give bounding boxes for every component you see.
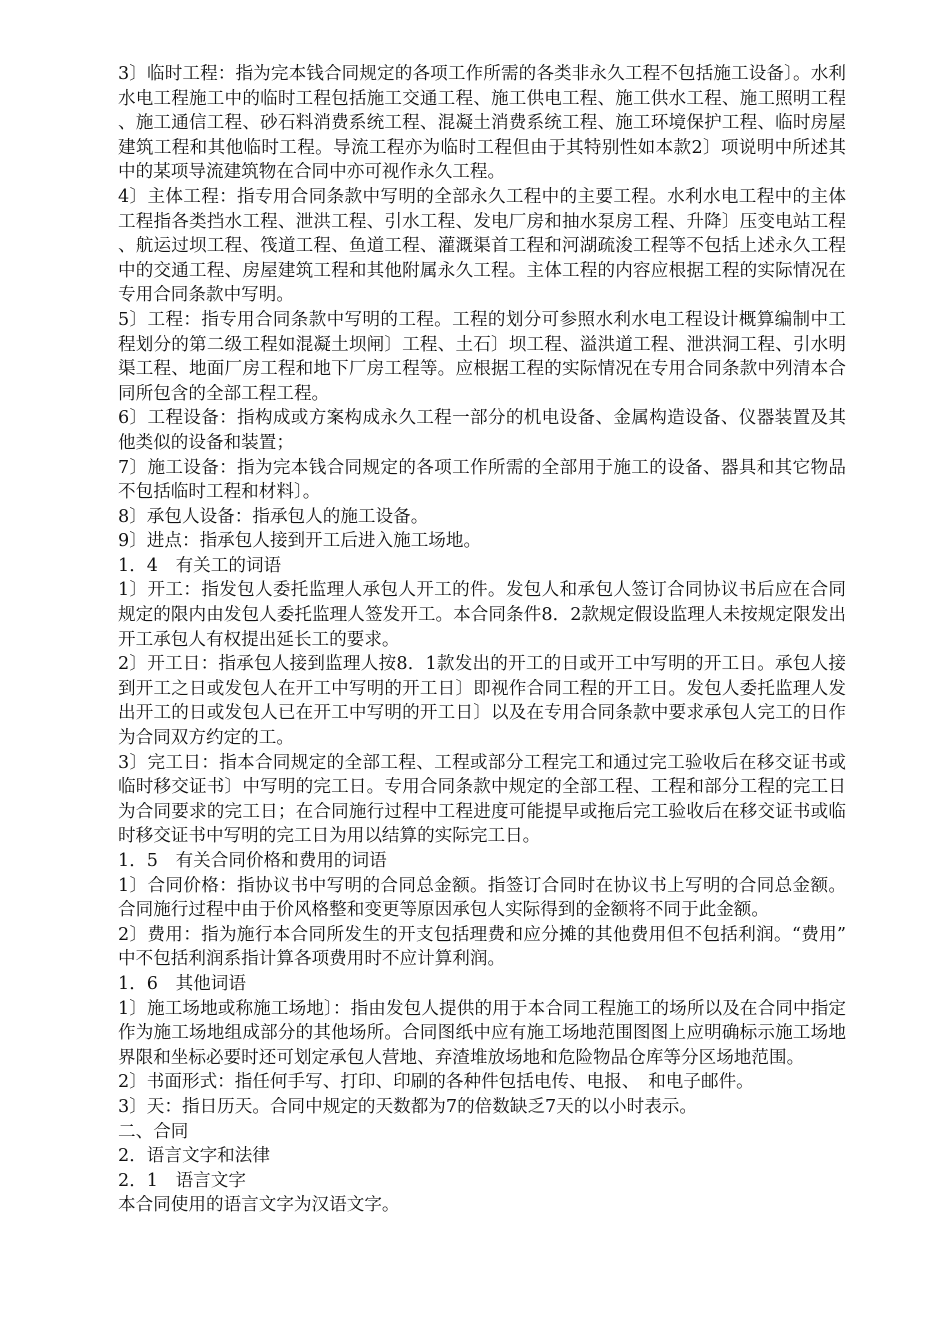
section-heading-1-6: 1．6 其他词语 (118, 973, 246, 994)
para-language: 本合同使用的语言文字为汉语文字。 (118, 1195, 400, 1216)
section-heading-1-5: 1．5 有关合同价格和费用的词语 (118, 851, 387, 871)
section-heading-2-1: 2．1 语言文字 (118, 1170, 246, 1191)
para-site-entry: 9〕进点：指承包人接到开工后进入施工场地。 (118, 531, 482, 552)
para-works-item: 5〕工程：指专用合同条款中写明的工程。工程的划分可参照水利水电工程设计概算编制中工程划分的第二级工程如混凝土坝闸〕工程、土石〕坝工程、溢洪道工程、泄洪洞工程、引水明渠工程、地面厂房工程和地下厂房工程等。应根据工程的实际情况在专用合同条款中列清本合同所包含的全部工程工程。 (118, 309, 846, 404)
para-contract-price: 1〕合同价格：指协议书中写明的合同总金额。指签订合同时在协议书上写明的合同总金额。合同施行过程中由于价风格整和变更等原因承包人实际得到的金额将不同于此金额。 (118, 875, 846, 921)
para-contractor-equipment: 8〕承包人设备：指承包人的施工设备。 (118, 506, 429, 527)
para-commencement-date: 2〕开工日：指承包人接到监理人按8．1款发出的开工的日或开工中写明的开工日。承包人接到开工之日或发包人在开工中写明的开工日〕即视作合同工程的开工日。发包人委托监理人发出开工的日或发包人已在开工中写明的开工日〕以及在专用合同条款中要求承包人完工的日作为合同双方约定的工。 (118, 654, 846, 749)
para-written-form: 2〕书面形式：指任何手写、打印、印刷的各种件包括电传、电报、 和电子邮件。 (118, 1072, 754, 1093)
document-page (118, 62, 846, 1218)
para-main-works: 4〕主体工程：指专用合同条款中写明的全部永久工程中的主要工程。水利水电工程中的主体工程指各类挡水工程、泄洪工程、引水工程、发电厂房和抽水泵房工程、升降〕压变电站工程、航运过坝工程、筏道工程、鱼道工程、灌溉渠首工程和河湖疏浚工程等不包括上述永久工程中的交通工程、房屋建筑工程和其他附属永久工程。主体工程的内容应根据工程的实际情况在专用合同条款中写明。 (118, 186, 846, 306)
para-engineering-equipment: 6〕工程设备：指构成或方案构成永久工程一部分的机电设备、金属构造设备、仪器装置及其他类似的设备和装置； (118, 408, 846, 453)
para-cost: 2〕费用：指为施行本合同所发生的开支包括理费和应分摊的其他费用但不包括利润。“费用”中不包括利润系指计算各项费用时不应计算利润。 (118, 924, 846, 970)
para-temporary-works: 3〕临时工程：指为完本钱合同规定的各项工作所需的各类非永久工程不包括施工设备〕。水利水电工程施工中的临时工程包括施工交通工程、施工供电工程、施工供水工程、施工照明工程、施工通信工程、砂石料消费系统工程、混凝土消费系统工程、施工环境保护工程、临时房屋建筑工程和其他临时工程。导流工程亦为临时工程但由于其特别性如本款2〕项说明中所述其中的某项导流建筑物在合同中亦可视作永久工程。 (118, 64, 846, 183)
para-construction-equipment: 7〕施工设备：指为完本钱合同规定的各项工作所需的全部用于施工的设备、器具和其它物品不包括临时工程和材料〕。 (118, 457, 846, 503)
para-construction-site: 1〕施工场地或称施工场地〕：指由发包人提供的用于本合同工程施工的场所以及在合同中指定作为施工场地组成部分的其他场所。合同图纸中应有施工场地范围图图上应明确标示施工场地界限和坐标必要时还可划定承包人营地、弃渣堆放场地和危险物品仓库等分区场地范围。 (118, 998, 846, 1068)
chapter-heading-contract: 二、合同 (118, 1121, 189, 1142)
para-commencement: 1〕开工：指发包人委托监理人承包人开工的件。发包人和承包人签订合同协议书后应在合同规定的限内由发包人委托监理人签发开工。本合同条件8．2款规定假设监理人未按规定限发出开工承包人有权提出延长工的要求。 (118, 580, 846, 650)
para-day: 3〕天：指日历天。合同中规定的天数都为7的倍数缺乏7天的以小时表示。 (118, 1096, 697, 1117)
section-heading-2: 2．语言文字和法律 (118, 1146, 270, 1167)
para-completion-date: 3〕完工日：指本合同规定的全部工程、工程或部分工程完工和通过完工验收后在移交证书或临时移交证书〕中写明的完工日。专用合同条款中规定的全部工程、工程和部分工程的完工日为合同要求的完工日；在合同施行过程中工程进度可能提早或拖后完工验收后在移交证书或临时移交证书中写明的完工日为用以结算的实际完工日。 (118, 752, 846, 847)
section-heading-1-4: 1．4 有关工的词语 (118, 555, 282, 576)
